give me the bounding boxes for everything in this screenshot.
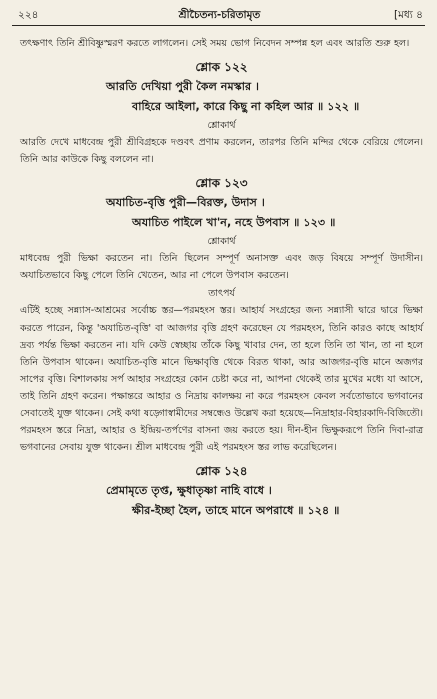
verse-123-line-1: অযাচিত-বৃত্তি পুরী—বিরক্ত, উদাস । [106,196,265,210]
page-content [20,35,423,520]
verse-123 [20,193,423,232]
verse-122 [20,77,423,116]
verse-124 [20,481,423,520]
verse-122-translation: আরতি দেখে মাধবেন্দ্র পুরী শ্রীবিগ্রহকে দণ্ডবৎ প্রণাম করলেন, তারপর তিনি মন্দির থেকে বেরিয়ে গেলেন। তিনি আর কাউকে কিছু বললেন না। [20,137,423,166]
chapter-marker: [মধ্য ৪ [393,9,423,21]
verse-122-translation-heading: শ্লোকার্থ [207,120,236,132]
verse-123-heading: শ্লোক ১২৩ [195,176,248,191]
verse-124-line-1: প্রেমামৃতে তৃপ্ত, ক্ষুধাতৃষ্ণা নাহি বাধে । [106,484,272,498]
verse-123-line-2: অযাচিত পাইলে খা'ন, নহে উপবাস ॥ ১২৩ ॥ [132,215,336,229]
intro-paragraph: তৎক্ষণাৎ তিনি শ্রীবিষ্ণুস্মরণ করতে লাগলেন। সেই সময় ভোগ নিবেদন সম্পন্ন হল এবং আরতি শুরু হল। [20,38,410,49]
header-rule [12,25,425,26]
verse-124-heading: শ্লোক ১২৪ [195,464,248,479]
verse-122-line-2: বাহিরে আইলা, কারে কিছু না কহিল আর ॥ ১২২ ॥ [132,99,360,113]
verse-122-heading: শ্লোক ১২২ [195,60,248,75]
verse-123-purport-heading: তাৎপর্য [208,288,235,300]
verse-123-translation-heading: শ্লোকার্থ [207,236,236,248]
verse-123-purport: এটিই হচ্ছে সন্ন্যাস-আশ্রমের সর্বোচ্চ স্তর—পরমহংস স্তর। আহার্য সংগ্রহের জন্য সন্ন্যাসী দ্বারে দ্বারে ভিক্ষা করতে পারেন, কিন্তু 'অযাচিত-বৃত্তি' বা আজগর বৃত্তি গ্রহণ করেছেন যে পরমহংস, তিনি কারও কাছে আহার্য দ্রব্য পর্যন্ত ভিক্ষা করতেন না। যদি কেউ স্বেচ্ছায় তাঁকে কিছু খাবার দেন, তা হলে তিনি তা খান, তা না হলে তিনি উপবাস থাকেন। অযাচিত-বৃত্তি মানে ভিক্ষাবৃত্তি থেকে বিরত থাকা, আর আজগর-বৃত্তি মানে অজগর সাপের বৃত্তি। বিশালকায় সর্প আহার সংগ্রহের কোন চেষ্টা করে না, আপনা থেকেই তার মুখের মধ্যে যা আসে, তাই তিনি গ্রহণ করেন। পক্ষান্তরে আহার ও নিদ্রায় কালক্ষয় না করে পরমহংস কেবল সর্বতোভাবে ভগবানের সেবাতেই যুক্ত থাকেন। সেই কথা ষড়্গোস্বামীদের সম্বন্ধেও উল্লেখ করা হয়েছে—নিদ্রাহার-বিহারকাদি-বিজিতৌ। পরমহংস স্তরে নিদ্রা, আহার ও ইন্দ্রিয়-তর্পণের বাসনা জয় করতে হয়। দীন-হীন ভিক্ষুকরূপে তিনি দিবা-রাত্র ভগবানের সেবায় যুক্ত থাকেন। শ্রীল মাধবেন্দ্র পুরী এই পরমহংস স্তর লাভ করেছিলেন। [20,305,423,454]
page-header [14,6,425,24]
page-number: ২২৪ [18,9,39,21]
verse-124-line-2: ক্ষীর-ইচ্ছা হৈল, তাহে মানে অপরাধে ॥ ১২৪ ॥ [132,503,340,517]
book-title: শ্রীচৈতন্য-চরিতামৃত [178,9,261,21]
verse-123-translation: মাধবেন্দ্র পুরী ভিক্ষা করতেন না। তিনি ছিলেন সম্পূর্ণ অনাসক্ত এবং জড় বিষয়ে সম্পূর্ণ উদাসীন। অযাচিতভাবে কিছু পেলে তিনি খেতেন, আর না পেলে উপবাস করতেন। [20,253,423,282]
verse-122-line-1: আরতি দেখিয়া পুরী কৈল নমস্কার । [106,80,260,94]
